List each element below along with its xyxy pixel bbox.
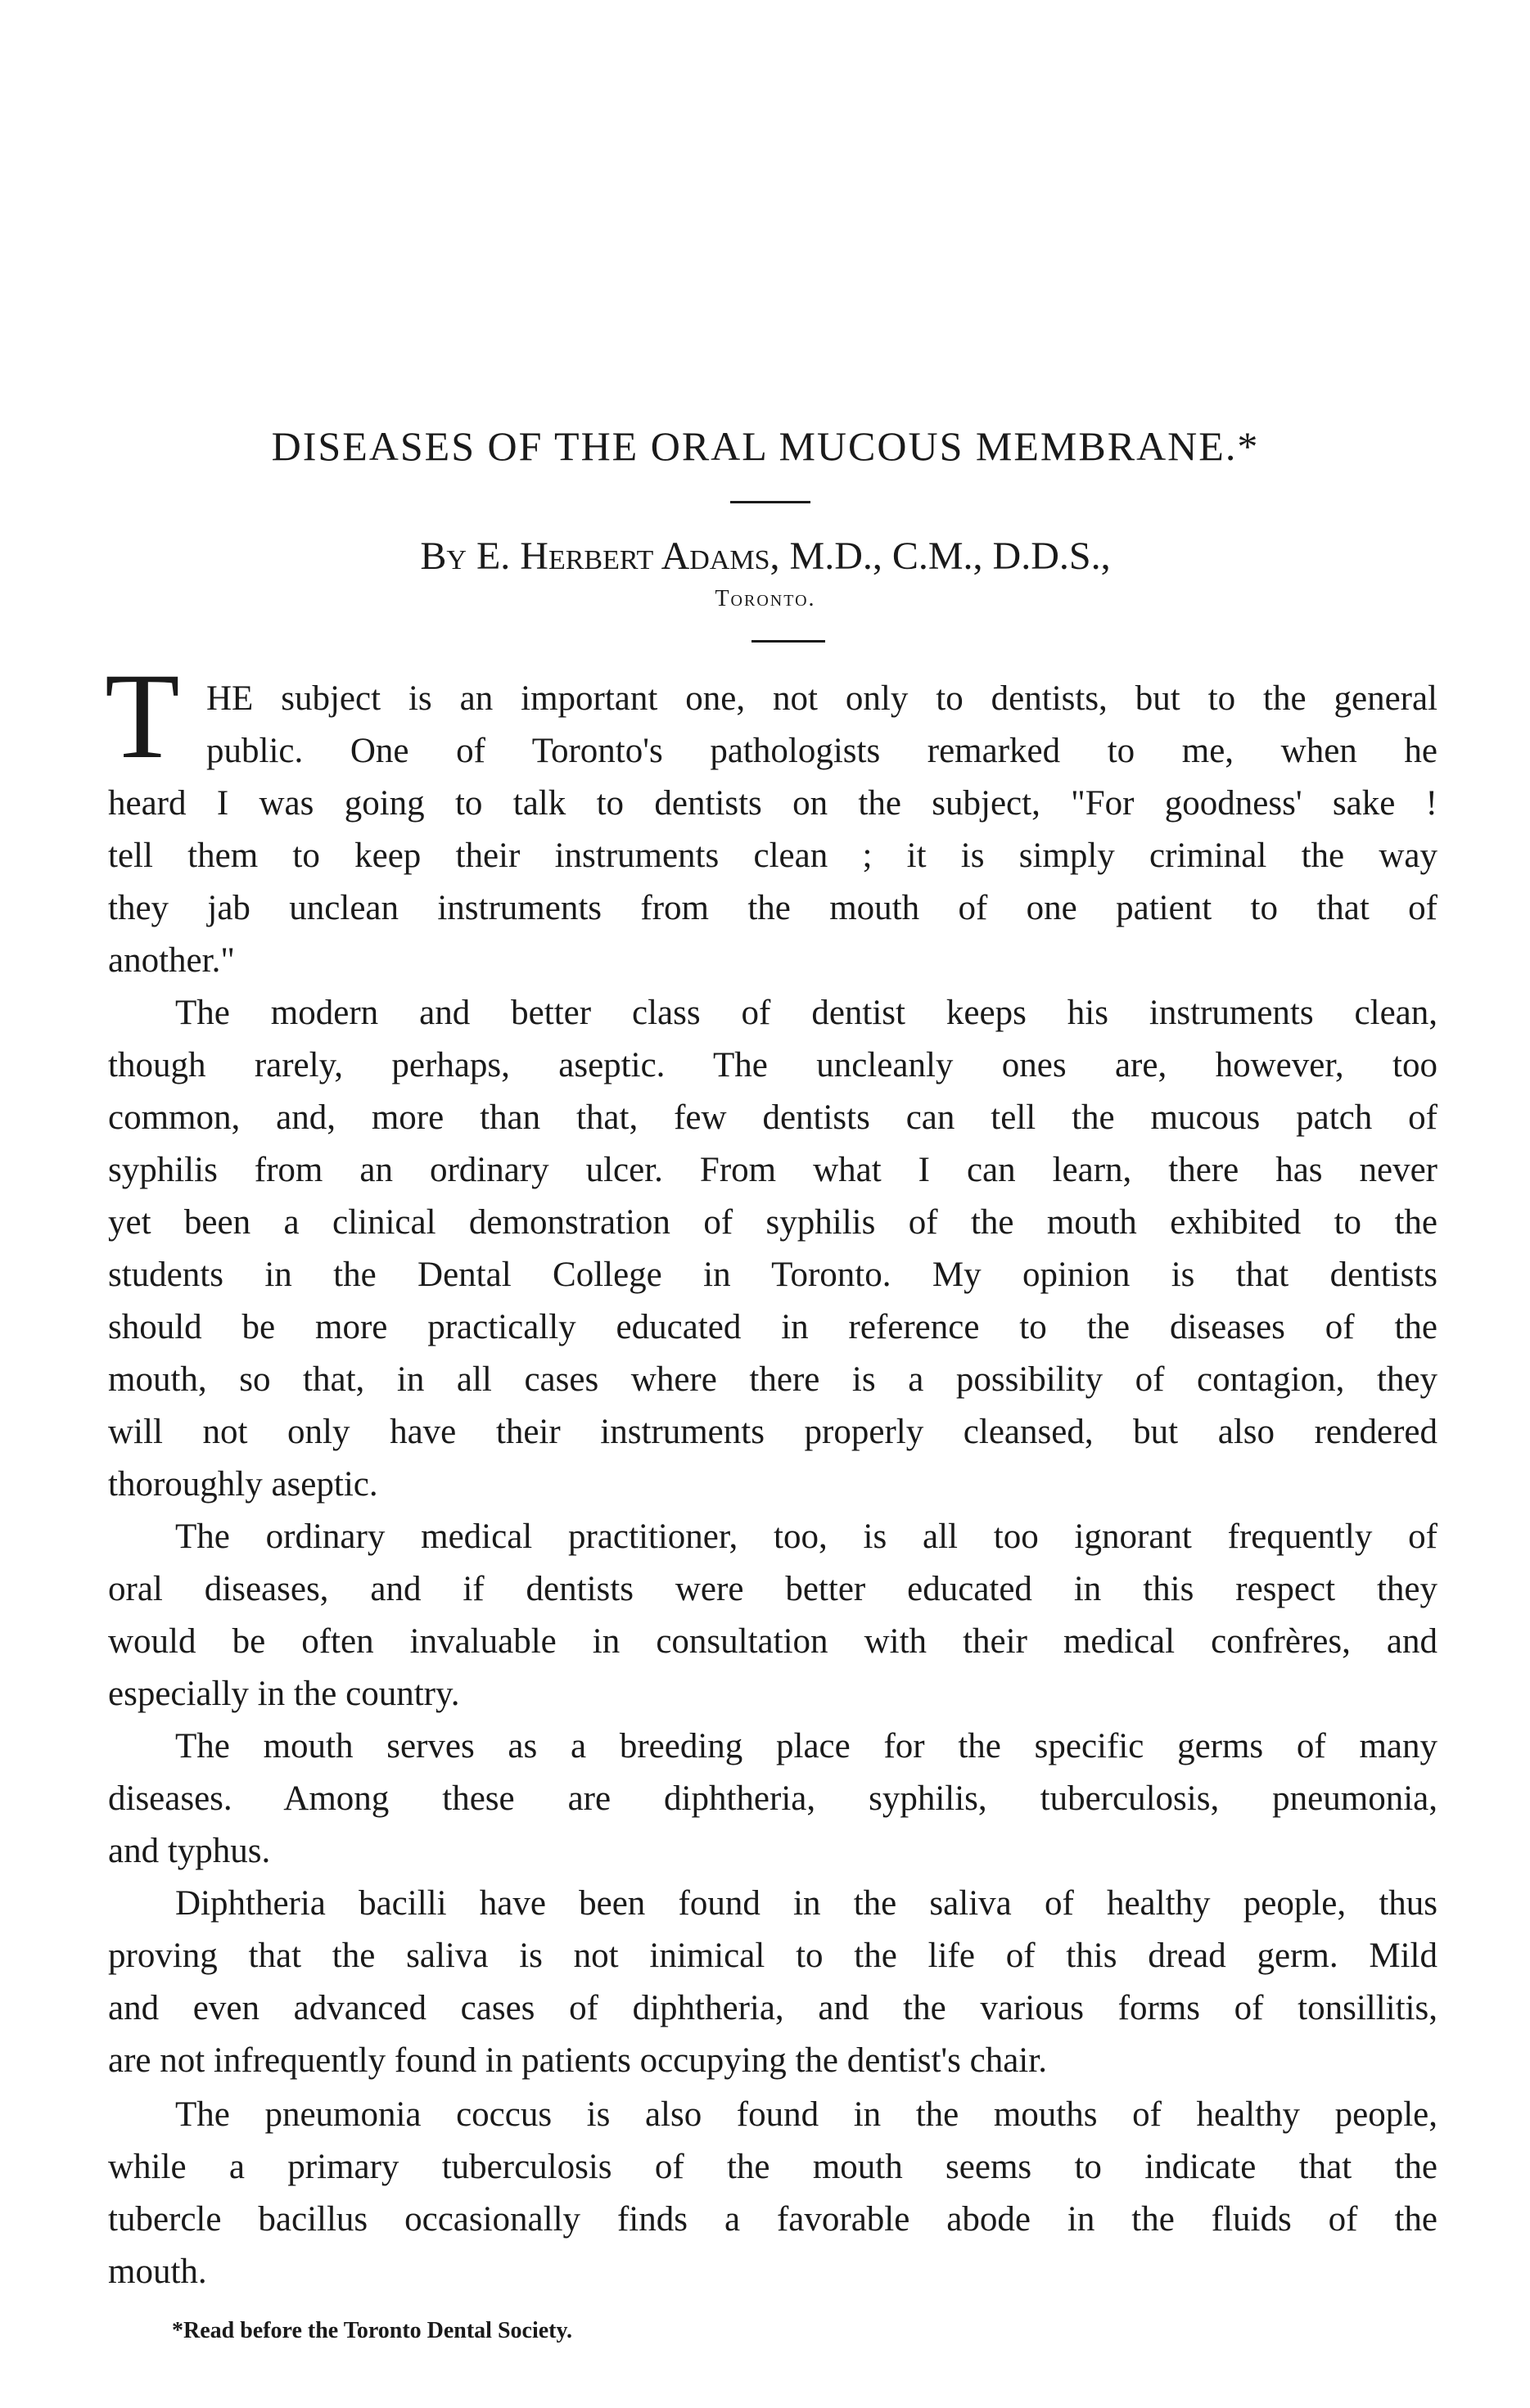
body-line: proving that the saliva is not inimical to the life of this dread germ. Mild — [108, 1937, 1437, 1975]
body-line: tubercle bacillus occasionally finds a favorable abode in the fluids of the — [108, 2200, 1437, 2239]
footnote: *Read before the Toronto Dental Society. — [172, 2318, 572, 2343]
body-line: will not only have their instruments properly cleansed, but also rendered — [108, 1413, 1437, 1451]
author-location: Toronto. — [715, 586, 816, 611]
body-line: mouth, so that, in all cases where there is a possibility of contagion, they — [108, 1360, 1437, 1399]
body-line: heard I was going to talk to dentists on the subject, "For goodness' sake ! — [108, 784, 1437, 823]
body-line: The pneumonia coccus is also found in the mouths of healthy people, — [175, 2095, 1437, 2134]
article-title: DISEASES OF THE ORAL MUCOUS MEMBRANE.* — [271, 423, 1260, 469]
drop-cap: T — [105, 648, 180, 784]
title-divider — [730, 501, 810, 503]
body-line: public. One of Toronto's pathologists remarked to me, when he — [206, 732, 1437, 770]
body-line: common, and, more than that, few dentists can tell the mucous patch of — [108, 1098, 1437, 1137]
body-line: tell them to keep their instruments clean ; it is simply criminal the way — [108, 836, 1437, 875]
body-line: yet been a clinical demonstration of syphilis of the mouth exhibited to the — [108, 1203, 1437, 1242]
body-line: though rarely, perhaps, aseptic. The uncleanly ones are, however, too — [108, 1046, 1437, 1085]
body-line: are not infrequently found in patients occupying the dentist's chair. — [108, 2041, 1047, 2080]
body-line: another." — [108, 941, 235, 980]
body-line: diseases. Among these are diphtheria, syphilis, tuberculosis, pneumonia, — [108, 1779, 1437, 1818]
body-line: The mouth serves as a breeding place for the specific germs of many — [175, 1727, 1437, 1765]
body-line: especially in the country. — [108, 1675, 460, 1713]
body-line: Diphtheria bacilli have been found in the saliva of healthy people, thus — [175, 1884, 1437, 1923]
body-line: would be often invaluable in consultation with their medical confrères, and — [108, 1622, 1437, 1661]
body-line: and even advanced cases of diphtheria, and the various forms of tonsillitis, — [108, 1989, 1437, 2027]
body-line: should be more practically educated in reference to the diseases of the — [108, 1308, 1437, 1346]
byline-divider — [751, 640, 825, 643]
body-line: mouth. — [108, 2252, 207, 2291]
body-line: The ordinary medical practitioner, too, is all too ignorant frequently of — [175, 1517, 1437, 1556]
body-line: while a primary tuberculosis of the mouth seems to indicate that the — [108, 2148, 1437, 2186]
author-byline-text: By E. Herbert Adams, M.D., C.M., D.D.S., — [420, 534, 1111, 578]
body-line: students in the Dental College in Toronto. My opinion is that dentists — [108, 1256, 1437, 1294]
body-line: they jab unclean instruments from the mouth of one patient to that of — [108, 889, 1437, 927]
author-byline — [106, 532, 1424, 581]
body-line: HE subject is an important one, not only to dentists, but to the general — [206, 679, 1437, 718]
body-line: and typhus. — [108, 1832, 271, 1870]
body-line: The modern and better class of dentist keeps his instruments clean, — [175, 994, 1437, 1032]
body-line: syphilis from an ordinary ulcer. From what I can learn, there has never — [108, 1151, 1437, 1189]
body-line: oral diseases, and if dentists were better educated in this respect they — [108, 1570, 1437, 1608]
body-line: thoroughly aseptic. — [108, 1465, 378, 1504]
